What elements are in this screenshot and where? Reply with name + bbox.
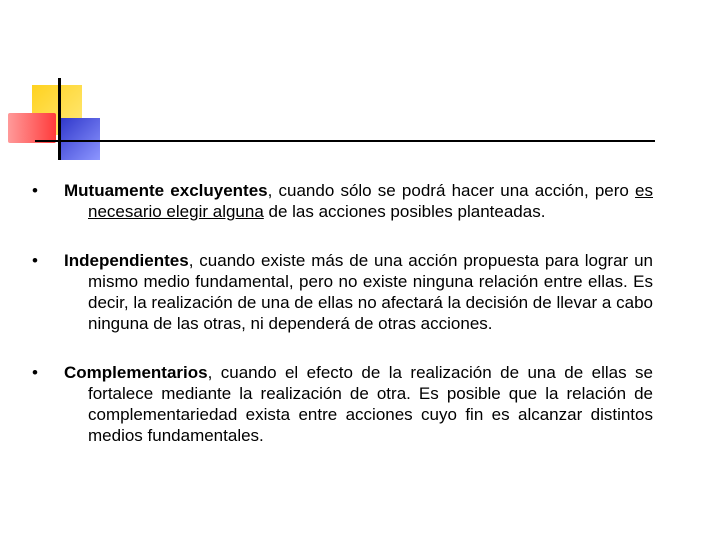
- definition-text-end: de las acciones posibles planteadas.: [263, 202, 546, 221]
- definition-text: , cuando sólo se podrá hacer una acción, pero: [267, 181, 636, 200]
- bullet-marker: •: [32, 181, 38, 200]
- decor-red-bar: [8, 113, 56, 143]
- bullet-complementarios: [32, 362, 653, 446]
- title-divider-line: [35, 140, 655, 142]
- bullet-marker: •: [32, 251, 38, 270]
- bullet-mutuamente-excluyentes: [32, 180, 653, 222]
- bullet-independientes: [32, 250, 653, 334]
- definition-text: , cuando existe más de una acción propuesta para lograr un mismo medio fundamental, pero no existe ninguna relación entre ellas. Es decir, la realización de una de ellas no afectará la decisión de llevar a cabo ninguna de las otras, ni dependerá de otras acciones.: [88, 251, 653, 333]
- decor-blue-square: [58, 118, 100, 160]
- bullet-marker: •: [32, 363, 38, 382]
- term: Mutuamente excluyentes: [64, 181, 268, 200]
- term: Independientes: [64, 251, 189, 270]
- decor-vertical-line: [58, 78, 61, 160]
- slide-body: [32, 180, 653, 446]
- definition-text: , cuando el efecto de la realización de una de ellas se fortalece mediante la realización de otra. Es posible que la relación de complementariedad exista entre acciones cuyo fin es alcanzar distintos medios fundamentales.: [88, 363, 653, 445]
- term: Complementarios: [64, 363, 208, 382]
- underlined-text: es necesario elegir alguna: [88, 181, 653, 221]
